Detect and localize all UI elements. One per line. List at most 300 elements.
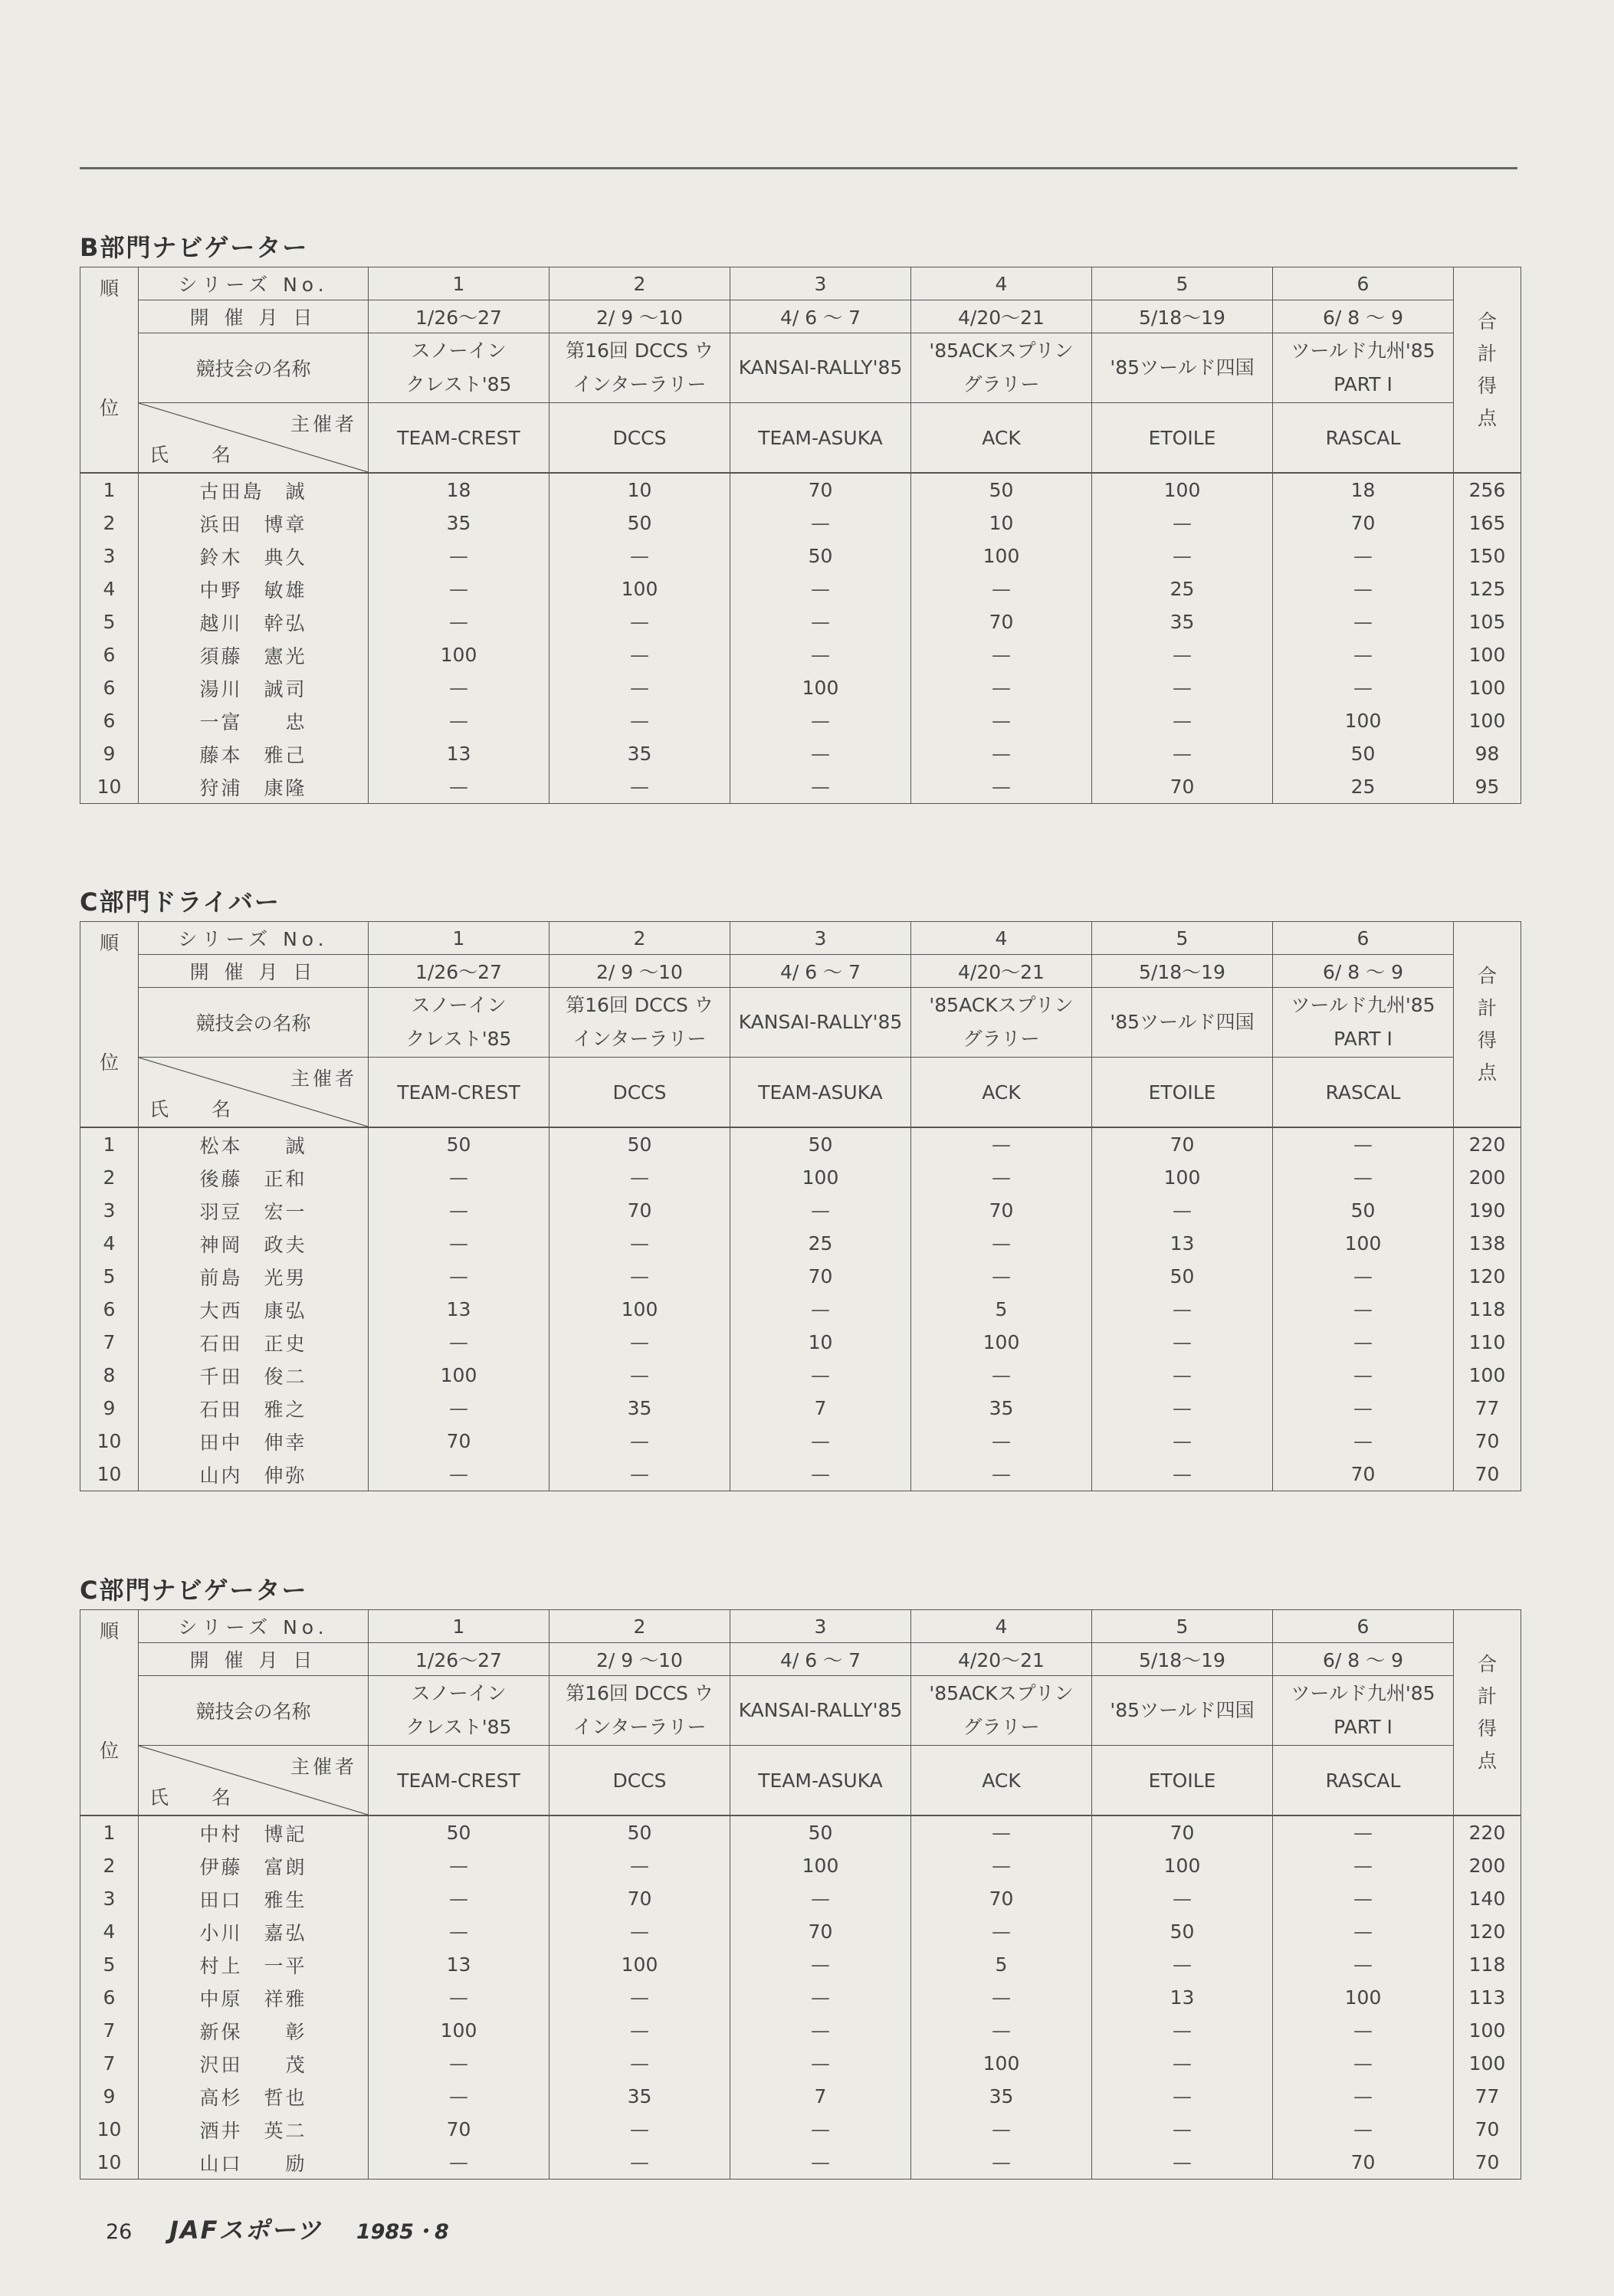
organizer: RASCAL xyxy=(1273,1746,1454,1816)
event-date: 5/18～19 xyxy=(1092,300,1273,333)
total-cell: 200 xyxy=(1454,1849,1521,1882)
rank-cell: 1 xyxy=(80,1127,139,1161)
name-cell: 須藤 憲光 xyxy=(139,638,369,671)
total-header-text: 合計得点 xyxy=(1477,1652,1497,1772)
score-cell: 100 xyxy=(369,1359,549,1392)
score-cell: — xyxy=(911,1981,1092,2014)
name-cell: 一富 忠 xyxy=(139,704,369,737)
score-cell: — xyxy=(1273,2080,1454,2113)
score-cell: — xyxy=(549,1458,730,1491)
event-name xyxy=(549,988,730,1058)
event-label: 競技会の名称 xyxy=(139,333,369,403)
rank-cell: 10 xyxy=(80,2113,139,2146)
score-cell: 35 xyxy=(549,737,730,770)
organizer: DCCS xyxy=(549,403,730,474)
score-cell: 70 xyxy=(730,1915,911,1948)
event-name-line1: ツールド九州'85 xyxy=(1291,994,1435,1016)
name-cell: 高杉 哲也 xyxy=(139,2080,369,2113)
event-name-line2: インターラリー xyxy=(572,1716,707,1738)
score-cell: — xyxy=(911,1458,1092,1491)
event-name-line1: 第16回 DCCS ウ xyxy=(566,994,714,1016)
event-name-line2: クレスト'85 xyxy=(405,1716,512,1738)
rank-header-bottom: 位 xyxy=(99,397,119,419)
ranking-table xyxy=(80,267,1521,804)
score-cell: 70 xyxy=(1273,1458,1454,1491)
section-c-navigator xyxy=(80,1571,1521,2180)
table-row xyxy=(80,605,1521,638)
score-cell: — xyxy=(911,737,1092,770)
table-row xyxy=(80,770,1521,804)
score-cell: — xyxy=(369,2146,549,2180)
header-row-events xyxy=(80,1676,1521,1746)
score-cell: 50 xyxy=(1092,1260,1273,1293)
header-row-events xyxy=(80,333,1521,403)
table-row xyxy=(80,1194,1521,1227)
score-cell: — xyxy=(549,2113,730,2146)
score-cell: — xyxy=(369,1392,549,1425)
total-header xyxy=(1454,922,1521,1128)
event-name xyxy=(911,333,1092,403)
event-name-line2: グラリー xyxy=(963,1028,1040,1050)
score-cell: — xyxy=(1092,1392,1273,1425)
event-date: 6/ 8 ～ 9 xyxy=(1273,300,1454,333)
section-c-driver xyxy=(80,883,1521,1491)
score-cell: — xyxy=(1092,1194,1273,1227)
score-cell: — xyxy=(549,1425,730,1458)
score-cell: — xyxy=(911,1227,1092,1260)
total-header xyxy=(1454,1610,1521,1816)
table-row xyxy=(80,2014,1521,2047)
table-row xyxy=(80,704,1521,737)
event-date: 2/ 9 ～10 xyxy=(549,1643,730,1676)
event-date: 4/ 6 ～ 7 xyxy=(730,300,911,333)
rank-header xyxy=(80,1610,139,1816)
score-cell: — xyxy=(730,605,911,638)
organizer: ACK xyxy=(911,1058,1092,1128)
organizer-label: 主催者 xyxy=(290,413,357,435)
table-row xyxy=(80,2047,1521,2080)
name-cell: 大西 康弘 xyxy=(139,1293,369,1326)
series-number: 1 xyxy=(369,267,549,300)
score-cell: 100 xyxy=(1092,1849,1273,1882)
organizer: RASCAL xyxy=(1273,1058,1454,1128)
score-cell: — xyxy=(1273,2014,1454,2047)
header-row-series xyxy=(80,1610,1521,1643)
rank-header-bottom: 位 xyxy=(99,1740,119,1762)
total-cell: 100 xyxy=(1454,2047,1521,2080)
name-cell: 中村 博記 xyxy=(139,1815,369,1849)
score-cell: — xyxy=(1273,1915,1454,1948)
rank-cell: 5 xyxy=(80,1948,139,1981)
score-cell: — xyxy=(730,2047,911,2080)
event-date: 6/ 8 ～ 9 xyxy=(1273,1643,1454,1676)
event-name-line2: クレスト'85 xyxy=(405,1028,512,1050)
section-title: C部門ドライバー xyxy=(80,887,280,917)
score-cell: 100 xyxy=(730,1161,911,1194)
organizer: RASCAL xyxy=(1273,403,1454,474)
series-number: 2 xyxy=(549,922,730,955)
score-cell: 100 xyxy=(549,1293,730,1326)
score-cell: — xyxy=(1092,2080,1273,2113)
rank-cell: 4 xyxy=(80,1227,139,1260)
total-cell: 77 xyxy=(1454,2080,1521,2113)
total-cell: 70 xyxy=(1454,2146,1521,2180)
score-cell: 100 xyxy=(1273,704,1454,737)
total-cell: 118 xyxy=(1454,1948,1521,1981)
score-cell: — xyxy=(369,1194,549,1227)
name-cell: 村上 一平 xyxy=(139,1948,369,1981)
event-name xyxy=(730,1676,911,1746)
name-cell: 羽豆 宏一 xyxy=(139,1194,369,1227)
score-cell: 70 xyxy=(1273,507,1454,540)
score-cell: — xyxy=(369,671,549,704)
score-cell: — xyxy=(369,1161,549,1194)
score-cell: — xyxy=(369,770,549,804)
organizer: ETOILE xyxy=(1092,1058,1273,1128)
rank-cell: 7 xyxy=(80,1326,139,1359)
score-cell: 35 xyxy=(911,2080,1092,2113)
score-cell: 50 xyxy=(730,1127,911,1161)
event-name xyxy=(1273,333,1454,403)
score-cell: — xyxy=(730,2014,911,2047)
score-cell: — xyxy=(549,770,730,804)
organizer: DCCS xyxy=(549,1058,730,1128)
table-row xyxy=(80,1882,1521,1915)
series-number: 4 xyxy=(911,267,1092,300)
score-cell: — xyxy=(549,540,730,572)
event-name xyxy=(1092,988,1273,1058)
rank-cell: 8 xyxy=(80,1359,139,1392)
total-cell: 110 xyxy=(1454,1326,1521,1359)
score-cell: 100 xyxy=(911,540,1092,572)
score-cell: — xyxy=(1092,507,1273,540)
score-cell: — xyxy=(1273,2113,1454,2146)
series-number: 3 xyxy=(730,922,911,955)
score-cell: — xyxy=(369,1227,549,1260)
rank-cell: 2 xyxy=(80,507,139,540)
rank-cell: 4 xyxy=(80,1915,139,1948)
score-cell: 70 xyxy=(911,1882,1092,1915)
total-header xyxy=(1454,267,1521,474)
total-cell: 70 xyxy=(1454,1458,1521,1491)
organizer: ETOILE xyxy=(1092,403,1273,474)
score-cell: 70 xyxy=(911,1194,1092,1227)
total-cell: 100 xyxy=(1454,671,1521,704)
score-cell: 35 xyxy=(911,1392,1092,1425)
score-cell: — xyxy=(549,1849,730,1882)
score-cell: — xyxy=(549,671,730,704)
rank-header xyxy=(80,922,139,1128)
score-cell: 70 xyxy=(730,1260,911,1293)
score-cell: — xyxy=(1273,1882,1454,1915)
event-name-line1: '85ツールド四国 xyxy=(1110,1011,1255,1033)
table-row xyxy=(80,737,1521,770)
table-row xyxy=(80,1981,1521,2014)
event-date: 1/26～27 xyxy=(369,955,549,988)
score-cell: — xyxy=(369,572,549,605)
score-cell: 50 xyxy=(369,1127,549,1161)
series-number: 5 xyxy=(1092,1610,1273,1643)
event-name-line2: PART Ⅰ xyxy=(1334,373,1393,395)
rank-cell: 6 xyxy=(80,638,139,671)
table-row xyxy=(80,1127,1521,1161)
score-cell: — xyxy=(730,1882,911,1915)
date-label: 開 催 月 日 xyxy=(139,1643,369,1676)
score-cell: — xyxy=(549,1260,730,1293)
score-cell: 50 xyxy=(730,1815,911,1849)
score-cell: — xyxy=(911,572,1092,605)
score-cell: 50 xyxy=(549,1127,730,1161)
series-number: 5 xyxy=(1092,267,1273,300)
header-row-series xyxy=(80,267,1521,300)
score-cell: — xyxy=(1273,1815,1454,1849)
event-name xyxy=(369,1676,549,1746)
score-cell: — xyxy=(911,2146,1092,2180)
total-cell: 200 xyxy=(1454,1161,1521,1194)
score-cell: 35 xyxy=(549,1392,730,1425)
event-date: 1/26～27 xyxy=(369,300,549,333)
total-cell: 220 xyxy=(1454,1127,1521,1161)
score-cell: 50 xyxy=(1273,737,1454,770)
score-cell: — xyxy=(1092,671,1273,704)
score-cell: — xyxy=(369,605,549,638)
total-cell: 165 xyxy=(1454,507,1521,540)
score-cell: — xyxy=(1092,1458,1273,1491)
event-date: 4/20～21 xyxy=(911,1643,1092,1676)
score-cell: — xyxy=(1273,1425,1454,1458)
score-cell: 50 xyxy=(369,1815,549,1849)
total-cell: 100 xyxy=(1454,1359,1521,1392)
score-cell: — xyxy=(911,671,1092,704)
score-cell: — xyxy=(549,1326,730,1359)
score-cell: 100 xyxy=(369,638,549,671)
section-title: B部門ナビゲーター xyxy=(80,233,309,262)
series-number: 3 xyxy=(730,1610,911,1643)
series-number: 6 xyxy=(1273,922,1454,955)
total-cell: 220 xyxy=(1454,1815,1521,1849)
score-cell: 100 xyxy=(911,2047,1092,2080)
score-cell: 100 xyxy=(911,1326,1092,1359)
score-cell: — xyxy=(369,1981,549,2014)
score-cell: — xyxy=(730,572,911,605)
score-cell: — xyxy=(1273,1260,1454,1293)
event-name xyxy=(549,1676,730,1746)
organizer-label: 主催者 xyxy=(290,1756,357,1778)
table-row xyxy=(80,572,1521,605)
header-row-organizers xyxy=(80,1058,1521,1128)
score-cell: 70 xyxy=(369,1425,549,1458)
table-row xyxy=(80,507,1521,540)
score-cell: 100 xyxy=(549,1948,730,1981)
name-cell: 中原 祥雅 xyxy=(139,1981,369,2014)
score-cell: — xyxy=(1273,671,1454,704)
event-name-line1: 第16回 DCCS ウ xyxy=(566,1682,714,1704)
total-cell: 113 xyxy=(1454,1981,1521,2014)
event-name-line1: ツールド九州'85 xyxy=(1291,1682,1435,1704)
rank-header-top: 順 xyxy=(99,277,119,300)
organizer: TEAM-CREST xyxy=(369,1058,549,1128)
organizer-label: 主催者 xyxy=(290,1068,357,1090)
rank-header xyxy=(80,267,139,474)
name-cell: 沢田 茂 xyxy=(139,2047,369,2080)
score-cell: — xyxy=(1273,605,1454,638)
header-row-organizers xyxy=(80,403,1521,474)
score-cell: — xyxy=(1273,540,1454,572)
score-cell: 70 xyxy=(549,1194,730,1227)
organizer: TEAM-ASUKA xyxy=(730,1746,911,1816)
score-cell: — xyxy=(549,704,730,737)
score-cell: 25 xyxy=(730,1227,911,1260)
table-row xyxy=(80,1326,1521,1359)
score-cell: 50 xyxy=(911,473,1092,507)
rank-cell: 10 xyxy=(80,2146,139,2180)
score-cell: 100 xyxy=(1092,473,1273,507)
total-cell: 150 xyxy=(1454,540,1521,572)
score-cell: — xyxy=(369,704,549,737)
event-name-line1: '85ツールド四国 xyxy=(1110,356,1255,379)
page-number: 26 xyxy=(106,2220,133,2244)
score-cell: 50 xyxy=(549,1815,730,1849)
score-cell: — xyxy=(911,1425,1092,1458)
table-row xyxy=(80,2080,1521,2113)
series-number: 5 xyxy=(1092,922,1273,955)
total-cell: 70 xyxy=(1454,1425,1521,1458)
event-name-line1: '85ACKスプリン xyxy=(929,994,1074,1016)
event-name xyxy=(1092,333,1273,403)
rank-cell: 7 xyxy=(80,2047,139,2080)
event-name-line1: '85ACKスプリン xyxy=(929,1682,1074,1704)
table-row xyxy=(80,1227,1521,1260)
score-cell: — xyxy=(911,1127,1092,1161)
ranking-table xyxy=(80,921,1521,1491)
score-cell: — xyxy=(911,1915,1092,1948)
series-label: シリーズ No. xyxy=(139,922,369,955)
total-cell: 138 xyxy=(1454,1227,1521,1260)
organizer: TEAM-CREST xyxy=(369,403,549,474)
score-cell: — xyxy=(730,1948,911,1981)
score-cell: — xyxy=(549,638,730,671)
score-cell: — xyxy=(911,1849,1092,1882)
score-cell: — xyxy=(549,1161,730,1194)
total-cell: 100 xyxy=(1454,2014,1521,2047)
rank-cell: 6 xyxy=(80,671,139,704)
score-cell: — xyxy=(911,1359,1092,1392)
score-cell: — xyxy=(730,507,911,540)
event-label: 競技会の名称 xyxy=(139,988,369,1058)
name-cell: 酒井 英二 xyxy=(139,2113,369,2146)
event-date: 4/ 6 ～ 7 xyxy=(730,955,911,988)
table-row xyxy=(80,638,1521,671)
rank-cell: 6 xyxy=(80,1981,139,2014)
score-cell: — xyxy=(369,2080,549,2113)
score-cell: 5 xyxy=(911,1293,1092,1326)
score-cell: 70 xyxy=(549,1882,730,1915)
score-cell: — xyxy=(1273,572,1454,605)
name-cell: 松本 誠 xyxy=(139,1127,369,1161)
score-cell: 35 xyxy=(1092,605,1273,638)
organizer-name-corner xyxy=(139,403,369,474)
table-row xyxy=(80,1359,1521,1392)
score-cell: 100 xyxy=(1092,1161,1273,1194)
score-cell: — xyxy=(1092,1359,1273,1392)
total-cell: 105 xyxy=(1454,605,1521,638)
event-name-line1: '85ツールド四国 xyxy=(1110,1699,1255,1721)
event-name xyxy=(911,988,1092,1058)
table-row xyxy=(80,1948,1521,1981)
section-b-navigator xyxy=(80,228,1521,804)
score-cell: 100 xyxy=(549,572,730,605)
date-label: 開 催 月 日 xyxy=(139,955,369,988)
rank-cell: 9 xyxy=(80,1392,139,1425)
score-cell: — xyxy=(730,1359,911,1392)
table-row xyxy=(80,1260,1521,1293)
series-label: シリーズ No. xyxy=(139,267,369,300)
score-cell: — xyxy=(911,770,1092,804)
header-row-dates xyxy=(80,1643,1521,1676)
score-cell: — xyxy=(1273,1161,1454,1194)
series-label: シリーズ No. xyxy=(139,1610,369,1643)
score-cell: 70 xyxy=(1092,1127,1273,1161)
ranking-table xyxy=(80,1609,1521,2180)
total-cell: 118 xyxy=(1454,1293,1521,1326)
score-cell: 100 xyxy=(369,2014,549,2047)
score-cell: 13 xyxy=(369,737,549,770)
name-cell: 千田 俊二 xyxy=(139,1359,369,1392)
score-cell: — xyxy=(1092,1326,1273,1359)
name-cell: 神岡 政夫 xyxy=(139,1227,369,1260)
score-cell: — xyxy=(549,1227,730,1260)
header-rule xyxy=(80,167,1517,169)
event-name-line2: クレスト'85 xyxy=(405,373,512,395)
name-cell: 伊藤 富朗 xyxy=(139,1849,369,1882)
score-cell: — xyxy=(1273,1849,1454,1882)
total-cell: 77 xyxy=(1454,1392,1521,1425)
event-name xyxy=(369,333,549,403)
table-row xyxy=(80,1849,1521,1882)
rank-cell: 10 xyxy=(80,1425,139,1458)
name-cell: 石田 正史 xyxy=(139,1326,369,1359)
event-name-line1: ツールド九州'85 xyxy=(1291,339,1435,362)
score-cell: — xyxy=(1092,1293,1273,1326)
name-cell: 浜田 博章 xyxy=(139,507,369,540)
event-label: 競技会の名称 xyxy=(139,1676,369,1746)
score-cell: 100 xyxy=(1273,1227,1454,1260)
score-cell: 50 xyxy=(730,540,911,572)
score-cell: — xyxy=(1092,2014,1273,2047)
series-number: 6 xyxy=(1273,1610,1454,1643)
event-date: 5/18～19 xyxy=(1092,1643,1273,1676)
total-cell: 190 xyxy=(1454,1194,1521,1227)
series-number: 1 xyxy=(369,1610,549,1643)
event-name-line1: 第16回 DCCS ウ xyxy=(566,339,714,362)
page-footer xyxy=(106,2215,449,2245)
event-name-line1: KANSAI-RALLY'85 xyxy=(738,1699,903,1721)
header-row-dates xyxy=(80,300,1521,333)
score-cell: — xyxy=(1092,2146,1273,2180)
name-label: 氏 名 xyxy=(149,1098,249,1120)
event-name xyxy=(1273,988,1454,1058)
organizer: TEAM-CREST xyxy=(369,1746,549,1816)
score-cell: — xyxy=(549,1981,730,2014)
score-cell: — xyxy=(1092,638,1273,671)
table-row xyxy=(80,473,1521,507)
name-cell: 鈴木 典久 xyxy=(139,540,369,572)
rank-cell: 3 xyxy=(80,540,139,572)
score-cell: — xyxy=(369,1458,549,1491)
score-cell: — xyxy=(369,1849,549,1882)
event-name-line2: PART Ⅰ xyxy=(1334,1028,1393,1050)
score-cell: — xyxy=(369,1882,549,1915)
